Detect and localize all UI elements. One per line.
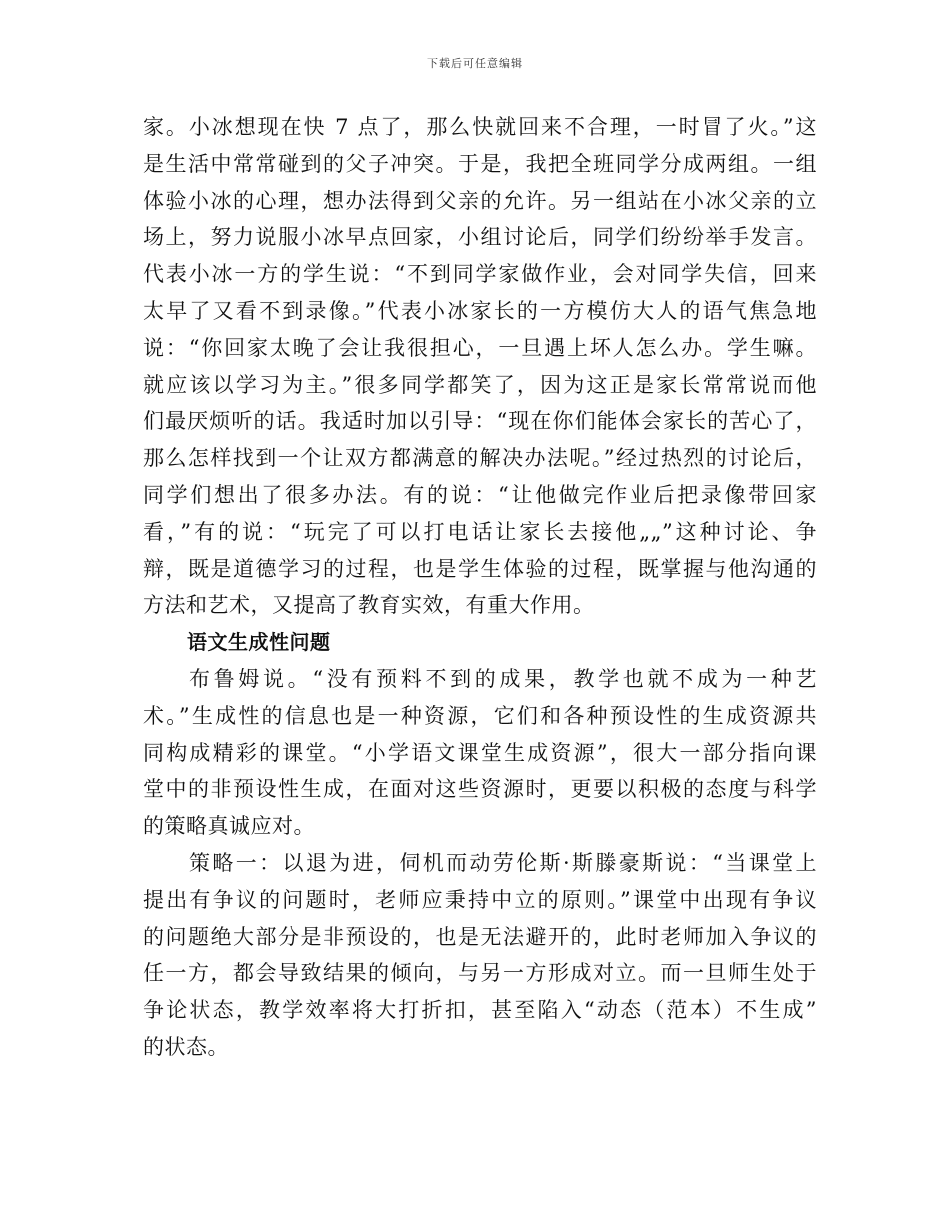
- text-line: 的问题绝大部分是非预设的，也是无法避开的，此时老师加入争议的: [143, 924, 817, 949]
- text-line: 就应该以学习为主。”很多同学都笑了，因为这正是家长常常说而他: [143, 372, 817, 397]
- section-heading: 语文生成性问题: [187, 630, 331, 655]
- text-line: 的状态。: [143, 1034, 229, 1059]
- text-line: 策略一：以退为进，伺机而动劳伦斯·斯滕豪斯说：“当课堂上: [189, 850, 817, 875]
- text-line: 布鲁姆说。“没有预料不到的成果，教学也就不成为一种艺: [189, 666, 817, 691]
- text-line: 方法和艺术，又提高了教育实效，有重大作用。: [143, 593, 595, 618]
- text-line: 说：“你回家太晚了会让我很担心，一旦遇上坏人怎么办。学生嘛。: [143, 335, 817, 360]
- paragraph: [143, 109, 817, 624]
- text-line: 代表小冰一方的学生说：“不到同学家做作业，会对同学失信，回来: [143, 262, 817, 287]
- paragraph: [143, 845, 817, 1066]
- text-line: 家。小冰想现在快 7 点了，那么快就回来不合理，一时冒了火。”这: [143, 115, 817, 139]
- text-line: 任一方，都会导致结果的倾向，与另一方形成对立。而一旦师生处于: [143, 961, 817, 986]
- text-line: 争论状态，教学效率将大打折扣，甚至陷入“动态（范本）不生成”: [143, 998, 817, 1023]
- text-line: 提出有争议的问题时，老师应秉持中立的原则。”课堂中出现有争议: [143, 887, 817, 912]
- paragraph: [143, 661, 817, 845]
- text-line: 术。”生成性的信息也是一种资源，它们和各种预设性的生成资源共: [143, 703, 817, 728]
- text-line: 是生活中常常碰到的父子冲突。于是，我把全班同学分成两组。一组: [143, 151, 817, 176]
- document-body: [143, 109, 817, 1066]
- text-line: 看，”有的说：“玩完了可以打电话让家长去接他„„”这种讨论、争: [143, 519, 817, 544]
- text-line: 的策略真诚应对。: [143, 814, 315, 839]
- text-line: 体验小冰的心理，想办法得到父亲的允许。另一组站在小冰父亲的立: [143, 188, 817, 213]
- text-line: 同构成精彩的课堂。“小学语文课堂生成资源”，很大一部分指向课: [143, 740, 817, 765]
- text-line: 同学们想出了很多办法。有的说：“让他做完作业后把录像带回家: [143, 482, 817, 507]
- text-line: 们最厌烦听的话。我适时加以引导：“现在你们能体会家长的苦心了，: [143, 409, 817, 434]
- text-line: 那么怎样找到一个让双方都满意的解决办法呢。”经过热烈的讨论后，: [143, 446, 817, 471]
- text-line: 堂中的非预设性生成，在面对这些资源时，更要以积极的态度与科学: [143, 777, 817, 802]
- page-header: 下载后可任意编辑: [427, 57, 523, 70]
- text-line: 太早了又看不到录像。”代表小冰家长的一方模仿大人的语气焦急地: [143, 298, 817, 323]
- text-line: 场上，努力说服小冰早点回家，小组讨论后，同学们纷纷举手发言。: [143, 225, 817, 250]
- text-line: 辩，既是道德学习的过程，也是学生体验的过程，既掌握与他沟通的: [143, 556, 817, 581]
